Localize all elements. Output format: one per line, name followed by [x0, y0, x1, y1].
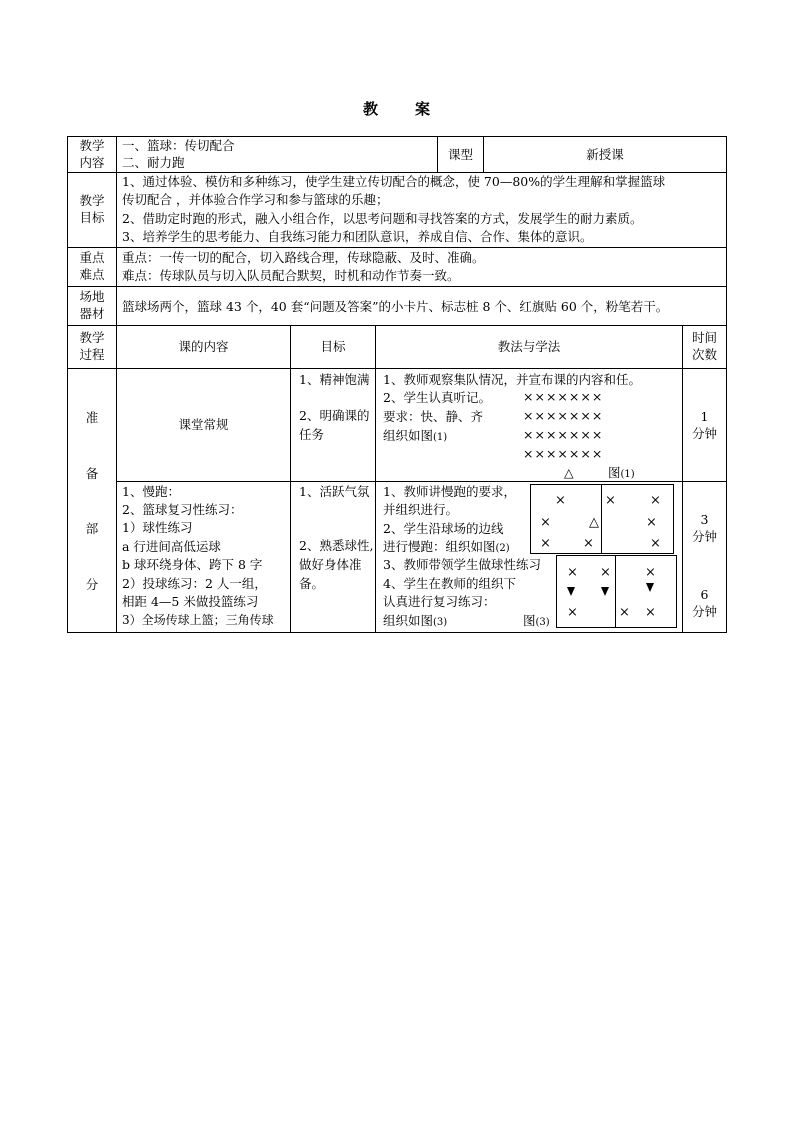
row2-method: 进行慢跑：组织如图(2): [383, 539, 510, 554]
header-process: 教学 过程: [79, 330, 105, 362]
routine-content: 课堂常规: [178, 417, 229, 432]
row1-target: 2、明确课的: [299, 408, 370, 423]
formation-cross-row: ×××××××: [523, 389, 604, 404]
content-item: 一、篮球：传切配合: [122, 138, 235, 153]
goal-line: 3、培养学生的思考能力、自我练习能力和团队意识，养成自信、合作、集体的意识。: [122, 229, 593, 244]
row2-method: 2、学生沿球场的边线: [383, 521, 504, 536]
arrow-down-icon: [646, 583, 654, 592]
row2-method: 并组织进行。: [383, 502, 459, 517]
court-midline: [601, 485, 602, 553]
goal-line: 传切配合 ，并体验合作学习和参与篮球的乐趣；: [122, 192, 389, 207]
col-divider: [116, 136, 117, 633]
key-point-text: 重点：一传一切的配合，切入路线合理，传球隐蔽、及时、准确。: [122, 250, 485, 265]
row-divider: [67, 286, 727, 287]
section-char: 备: [85, 466, 99, 481]
player-cross-icon: ×: [645, 605, 656, 620]
goal-line: 1、通过体验、模仿和多种练习，使学生建立传切配合的概念，使 70—80%的学生理解和掌握篮球: [122, 174, 666, 189]
row2-time-a: 3 分钟: [691, 512, 717, 544]
row1-time: 1 分钟: [691, 409, 717, 441]
row2-method: 3、教师带领学生做球性练习: [383, 557, 541, 572]
player-cross-icon: ×: [583, 536, 594, 551]
page-title: 教 案: [362, 100, 432, 118]
row2-target: 2、熟悉球性,: [299, 538, 374, 553]
row2-content: 1）球性练习: [122, 520, 193, 535]
row2-content: b 球环绕身体、跨下 8 字: [122, 557, 263, 572]
row2-content: a 行进间高低运球: [122, 539, 221, 554]
section-char: 准: [85, 410, 99, 425]
row2-target: 备。: [299, 576, 325, 591]
row2-time-b: 6 分钟: [691, 587, 717, 619]
row1-method: 2、学生认真听记。: [383, 390, 491, 405]
col-divider: [375, 325, 376, 633]
header-content: 课的内容: [178, 339, 229, 354]
figure-caption: 图(1): [608, 465, 635, 480]
keypoints-label: 重点 难点: [79, 250, 105, 282]
row2-method: 认真进行复习练习：: [383, 594, 496, 609]
table-border-right: [726, 136, 727, 633]
goal-line: 2、借助定时跑的形式，融入小组合作，以思考问题和寻找答案的方式，发展学生的耐力素质。: [122, 211, 643, 226]
arrow-down-icon: [601, 587, 609, 596]
header-time: 时间 次数: [691, 330, 717, 362]
content-label: 教学 内容: [79, 138, 105, 170]
row2-content: 1、慢跑：: [122, 484, 180, 499]
row2-method: 4、学生在教师的组织下: [383, 576, 516, 591]
row1-method: 要求：快、静、齐: [383, 409, 484, 424]
teacher-triangle-icon: △: [564, 465, 574, 480]
row2-content: 2）投球练习：2 人一组，: [122, 576, 267, 591]
player-cross-icon: ×: [645, 565, 656, 580]
content-item: 二、耐力跑: [122, 155, 185, 170]
row-divider: [67, 247, 727, 248]
row2-target: 做好身体准: [299, 557, 362, 572]
player-cross-icon: ×: [650, 536, 661, 551]
venue-label: 场地 器材: [79, 289, 105, 321]
formation-cross-row: ×××××××: [523, 408, 604, 423]
court-diagram-2: [530, 484, 674, 554]
row2-content: 相距 4—5 米做投篮练习: [122, 594, 259, 609]
row-divider: [67, 325, 727, 326]
section-char: 部: [85, 521, 99, 536]
court-midline: [615, 556, 616, 627]
player-cross-icon: ×: [567, 565, 578, 580]
row1-method: 组织如图(1): [383, 428, 448, 443]
formation-cross-row: ×××××××: [523, 427, 604, 442]
row2-target: 1、活跃气氛: [299, 484, 370, 499]
venue-text: 篮球场两个，篮球 43 个，40 套“问题及答案”的小卡片、标志桩 8 个、红旗贴 60 个，粉笔若干。: [122, 299, 669, 314]
lesson-type-label: 课型: [447, 147, 473, 162]
row1-target: 1、精神饱满: [299, 372, 370, 387]
difficulty-text: 难点：传球队员与切入队员配合默契，时机和动作节奏一致。: [122, 268, 460, 283]
figure-caption: 图(3): [523, 612, 552, 631]
player-cross-icon: ×: [540, 515, 551, 530]
player-cross-icon: ×: [605, 493, 616, 508]
court-diagram-3: [556, 555, 677, 628]
lesson-type-value: 新授课: [586, 147, 624, 162]
player-cross-icon: ×: [540, 536, 551, 551]
player-cross-icon: ×: [600, 565, 611, 580]
player-cross-icon: ×: [619, 605, 630, 620]
row2-method: 1、教师讲慢跑的要求，: [383, 484, 516, 499]
goals-label: 教学 目标: [79, 193, 105, 225]
player-cross-icon: ×: [567, 605, 578, 620]
table-border-bottom: [67, 632, 727, 633]
row-divider: [116, 481, 727, 482]
teacher-triangle-icon: △: [589, 515, 599, 530]
row1-method: 1、教师观察集队情况，并宣布课的内容和任。: [383, 372, 641, 387]
lesson-plan-table: [67, 136, 727, 633]
row2-content: 3）全场传球上篮；三角传球: [122, 613, 274, 627]
arrow-down-icon: [567, 587, 575, 596]
header-method: 教法与学法: [497, 339, 561, 354]
row-divider: [67, 368, 727, 369]
player-cross-icon: ×: [555, 493, 566, 508]
section-char: 分: [85, 577, 99, 592]
row2-content: 2、篮球复习性练习：: [122, 502, 243, 517]
player-cross-icon: ×: [646, 515, 657, 530]
row1-target: 任务: [299, 427, 325, 442]
player-cross-icon: ×: [650, 493, 661, 508]
col-divider: [290, 325, 291, 633]
header-target: 目标: [320, 339, 346, 354]
formation-cross-row: ×××××××: [523, 446, 604, 461]
row2-method: 组织如图(3): [383, 613, 448, 628]
